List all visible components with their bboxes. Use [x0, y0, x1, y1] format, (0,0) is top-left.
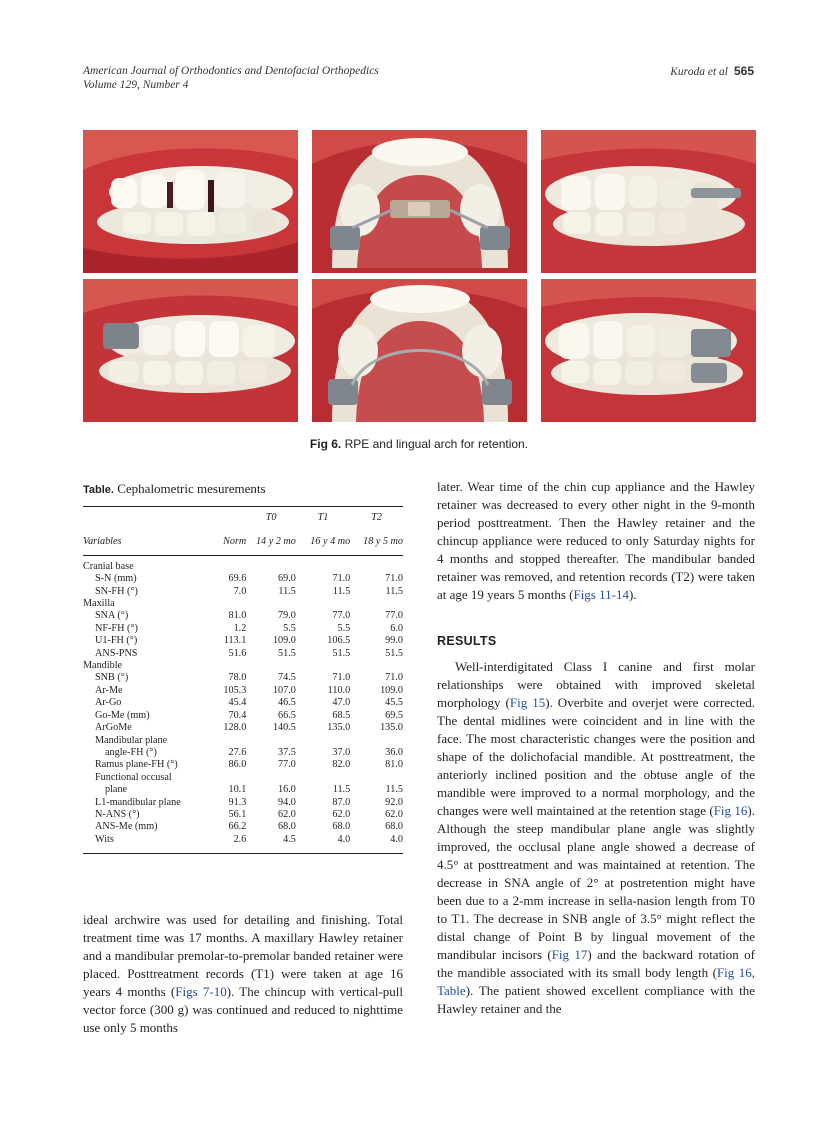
left-column-text [83, 911, 403, 1037]
table-bottom-rule [83, 846, 403, 854]
table-row [83, 660, 403, 672]
cell-norm: 27.6 [228, 746, 247, 758]
table-row [83, 747, 403, 759]
cell-t1: 68.0 [332, 821, 351, 833]
photo-left-buccal-lingual-arch [541, 279, 756, 422]
page-number: 565 [733, 64, 754, 78]
text-segment: ) and the backward rotation of the mandible associated with its small body length ( [437, 947, 755, 980]
col-header-t1-age: 16 y 4 mo [296, 528, 350, 555]
right-paragraph-2 [437, 658, 755, 1018]
row-label: U1-FH (°) [95, 635, 138, 647]
cell-norm: 10.1 [228, 784, 247, 796]
text-segment: ). The chincup with vertical-pull vector force (300 g) was continued and reduced to nighttime use only 5 months [83, 984, 403, 1035]
cell-t2: 69.5 [385, 709, 403, 721]
cell-t0 [246, 735, 296, 747]
cell-t0: 62.0 [278, 808, 296, 820]
table-row [83, 610, 403, 622]
cell-t0: 68.0 [278, 821, 296, 833]
cell-t0: 37.5 [278, 746, 296, 758]
cell-t2: 4.0 [390, 833, 403, 845]
cell-t0: 66.5 [278, 709, 296, 721]
cell-norm: 69.6 [228, 573, 247, 585]
journal-volume: Volume 129, Number 4 [83, 79, 189, 91]
row-label: ANS-PNS [95, 647, 138, 659]
cell-t1 [296, 772, 350, 784]
right-paragraph-1 [437, 478, 755, 604]
cell-t1: 68.5 [332, 709, 351, 721]
text-segment: ). Overbite and overjet were corrected. The dental midlines were coincident and in line with the face. The most characteristic changes were the position and shape of the dolichofacial mandible. At posttreatment, the anteriorly inclined position and the obtuse angle of the mandible were improved to a normal morphology, and the changes were well maintained at the retention stage ( [437, 695, 756, 818]
cell-t2: 92.0 [385, 796, 403, 808]
col-group-t0: T0 [246, 507, 296, 529]
cell-norm: 2.6 [233, 833, 247, 845]
cell-t2 [350, 660, 403, 672]
figs-11-14-link[interactable]: Figs 11-14 [573, 587, 629, 602]
cell-t0 [246, 660, 296, 672]
cell-t2: 6.0 [390, 622, 403, 634]
cell-t2: 68.0 [385, 821, 403, 833]
cell-t0: 77.0 [278, 759, 296, 771]
cell-t2: 99.0 [385, 635, 403, 647]
cell-t1 [296, 735, 350, 747]
figure-caption-text: RPE and lingual arch for retention. [344, 437, 529, 451]
cell-t2: 81.0 [385, 759, 403, 771]
figure-label: Fig 6. [309, 437, 342, 451]
cell-norm: 51.6 [228, 647, 247, 659]
photo-right-buccal-rpe [83, 130, 298, 273]
figs-7-10-link[interactable]: Figs 7-10 [175, 984, 227, 999]
cell-t0 [246, 598, 296, 610]
left-paragraph [83, 911, 403, 1037]
table-row [83, 772, 403, 784]
results-heading: RESULTS [437, 634, 497, 648]
cell-norm: 91.3 [228, 796, 247, 808]
col-header-t2-age: 18 y 5 mo [350, 528, 403, 555]
cell-norm: 56.1 [228, 808, 247, 820]
photo-right-buccal-lingual-arch [83, 279, 298, 422]
cell-t1: 71.0 [332, 672, 351, 684]
cell-norm: 86.0 [228, 759, 247, 771]
table-row [83, 722, 403, 734]
cell-t1: 77.0 [332, 610, 351, 622]
text-segment: ). Although the steep mandibular plane angle was slightly improved, the occlusal plane angle showed a decrease of 4.5° at posttreatment and was maintained at retention. The decrease in SNA angle of 2° at postretention might have been due to a 2-mm increase in sella-nasion length from T0 to T1. The decrease in SNB angle of 3.5° might reflect the distal change of Point B by lingual movement of the mandibular incisors ( [437, 803, 756, 962]
col-header-norm: Norm [210, 528, 247, 555]
row-label: S-N (mm) [95, 573, 137, 585]
cell-t0: 140.5 [272, 722, 296, 734]
cell-norm [210, 735, 247, 747]
cell-t0 [246, 561, 296, 573]
row-label: Maxilla [83, 598, 115, 610]
cell-t0: 5.5 [283, 622, 296, 634]
cell-t2 [350, 561, 403, 573]
cell-t1: 5.5 [337, 622, 351, 634]
cell-t1: 135.0 [327, 722, 351, 734]
cell-t2: 71.0 [385, 573, 403, 585]
cell-t2: 135.0 [380, 722, 403, 734]
author-label: Kuroda et al [670, 66, 728, 78]
cell-t2: 51.5 [385, 647, 403, 659]
fig-16-link[interactable]: Fig 16 [713, 803, 748, 818]
row-label: Go-Me (mm) [95, 709, 150, 721]
fig-16-table-link[interactable]: Fig 16, Table [437, 965, 756, 998]
col-header-variables: Variables [83, 528, 210, 555]
cell-t0: 46.5 [278, 697, 296, 709]
cell-t1 [296, 660, 350, 672]
cell-t1 [296, 598, 350, 610]
cell-t2: 45.5 [385, 697, 403, 709]
cell-t1: 11.5 [332, 784, 351, 796]
cell-t2 [350, 772, 403, 784]
table-row [83, 784, 403, 796]
row-label: Ramus plane-FH (°) [95, 759, 178, 771]
row-label: N-ANS (°) [95, 808, 140, 820]
table-row [83, 697, 403, 709]
fig-17-link[interactable]: Fig 17 [551, 947, 588, 962]
table-row [83, 759, 403, 771]
cell-norm [210, 598, 247, 610]
text-segment: ). The patient showed excellent compliance with the Hawley retainer and the [437, 983, 755, 1016]
cell-norm [210, 772, 247, 784]
cell-t0: 109.0 [272, 635, 296, 647]
row-label: L1-mandibular plane [95, 796, 181, 808]
cell-t2: 11.5 [385, 784, 403, 796]
row-label: SNA (°) [95, 610, 129, 622]
running-header-authors [670, 64, 754, 78]
table-row [83, 809, 403, 821]
cell-t2: 109.0 [380, 684, 403, 696]
cell-t0 [246, 772, 296, 784]
cell-t2: 62.0 [385, 808, 403, 820]
table-row [83, 598, 403, 610]
cell-t2 [350, 735, 403, 747]
cell-t0: 4.5 [283, 833, 296, 845]
cell-norm: 66.2 [228, 821, 247, 833]
row-label: Cranial base [83, 560, 134, 572]
table-row [83, 797, 403, 809]
row-label: SNB (°) [95, 672, 129, 684]
cell-t2: 36.0 [385, 746, 403, 758]
table-row [83, 623, 403, 635]
cell-t1: 82.0 [332, 759, 351, 771]
table-row [83, 672, 403, 684]
table-row [83, 635, 403, 647]
row-label: Functional occusal [95, 771, 172, 783]
running-header-journal [83, 64, 379, 92]
cell-norm: 113.1 [223, 635, 247, 647]
cell-t1 [296, 561, 350, 573]
figure-caption [0, 437, 838, 451]
cell-norm: 78.0 [228, 672, 247, 684]
cell-t2: 71.0 [385, 672, 403, 684]
cell-t1: 4.0 [337, 833, 351, 845]
cell-t2: 77.0 [385, 610, 403, 622]
table-row [83, 573, 403, 585]
cell-t0: 79.0 [278, 610, 296, 622]
cell-t2: 11.5 [385, 585, 403, 597]
photo-maxillary-occlusal-lingual-arch [312, 279, 527, 422]
row-label: NF-FH (°) [95, 622, 138, 634]
photo-maxillary-occlusal-rpe [312, 130, 527, 273]
col-header-t0-age: 14 y 2 mo [246, 528, 296, 555]
row-label: Ar-Me [95, 684, 123, 696]
cell-norm [210, 561, 247, 573]
row-label: ANS-Me (mm) [95, 821, 158, 833]
cell-t1: 87.0 [332, 796, 351, 808]
table-row [83, 561, 403, 573]
row-label: Mandible [83, 660, 123, 672]
fig-15-link[interactable]: Fig 15 [509, 695, 546, 710]
figure-6-photographs [83, 130, 756, 422]
cell-t0: 107.0 [272, 684, 296, 696]
journal-name: American Journal of Orthodontics and Dentofacial Orthopedics [83, 65, 379, 77]
col-group-t2: T2 [350, 507, 403, 529]
row-label: Mandibular plane [95, 734, 168, 746]
cell-norm: 105.3 [223, 684, 247, 696]
text-segment: ideal archwire was used for detailing and finishing. Total treatment time was 17 months. A maxillary Hawley retainer and a mandibular premolar-to-premolar banded retainer were placed. Posttreatment records (T1) were taken at age 16 years 4 months ( [83, 912, 403, 999]
table-row [83, 586, 403, 598]
col-group-t1: T1 [296, 507, 350, 529]
cell-norm [210, 660, 247, 672]
table-row [83, 710, 403, 722]
cell-t0: 74.5 [278, 672, 296, 684]
table-row [83, 648, 403, 660]
row-label: SN-FH (°) [95, 585, 138, 597]
table-row [83, 834, 403, 846]
row-label: ArGoMe [95, 722, 132, 734]
cell-t1: 47.0 [332, 697, 351, 709]
cell-norm: 1.2 [233, 622, 247, 634]
text-segment: ). [628, 587, 637, 602]
table-title-text: Cephalometric mesurements [117, 481, 266, 496]
measurements-table [83, 506, 403, 854]
row-label: Ar-Go [95, 697, 122, 709]
row-label: Wits [95, 833, 114, 845]
table-row [83, 735, 403, 747]
cell-t0: 51.5 [278, 647, 296, 659]
cell-t0: 16.0 [278, 784, 296, 796]
cephalometric-table [83, 481, 403, 854]
table-row [83, 821, 403, 833]
cell-t1: 62.0 [332, 808, 351, 820]
text-segment: later. Wear time of the chin cup appliance and the Hawley retainer was decreased to every other night in the 9-month period posttreatment. Then the Hawley retainer and the chincup appliance were reduced to only Saturday nights for 4 months and stopped thereafter. The mandibular banded retainer was removed, and retention records (T2) were taken at age 19 years 5 months ( [437, 479, 755, 602]
cell-t0: 11.5 [278, 585, 296, 597]
table-title [83, 481, 403, 497]
cell-norm: 7.0 [233, 585, 247, 597]
photo-left-buccal-rpe [541, 130, 756, 273]
cell-t1: 11.5 [332, 585, 351, 597]
table-body [83, 555, 403, 853]
row-label: plane [105, 784, 128, 796]
cell-t0: 69.0 [278, 573, 296, 585]
cell-t2 [350, 598, 403, 610]
cell-t1: 110.0 [327, 684, 351, 696]
cell-norm: 45.4 [228, 697, 247, 709]
cell-t1: 37.0 [332, 746, 351, 758]
cell-t1: 106.5 [327, 635, 351, 647]
cell-t1: 71.0 [332, 573, 351, 585]
text-segment: Well-interdigitated Class I canine and first molar relationships were obtained with improved skeletal morphology ( [437, 659, 755, 710]
table-label: Table. [83, 484, 114, 496]
cell-norm: 70.4 [228, 709, 247, 721]
cell-norm: 128.0 [223, 722, 247, 734]
cell-norm: 81.0 [228, 610, 247, 622]
cell-t1: 51.5 [332, 647, 351, 659]
cell-t0: 94.0 [278, 796, 296, 808]
table-row [83, 685, 403, 697]
right-column-text [437, 478, 755, 1018]
row-label: angle-FH (°) [105, 746, 157, 758]
